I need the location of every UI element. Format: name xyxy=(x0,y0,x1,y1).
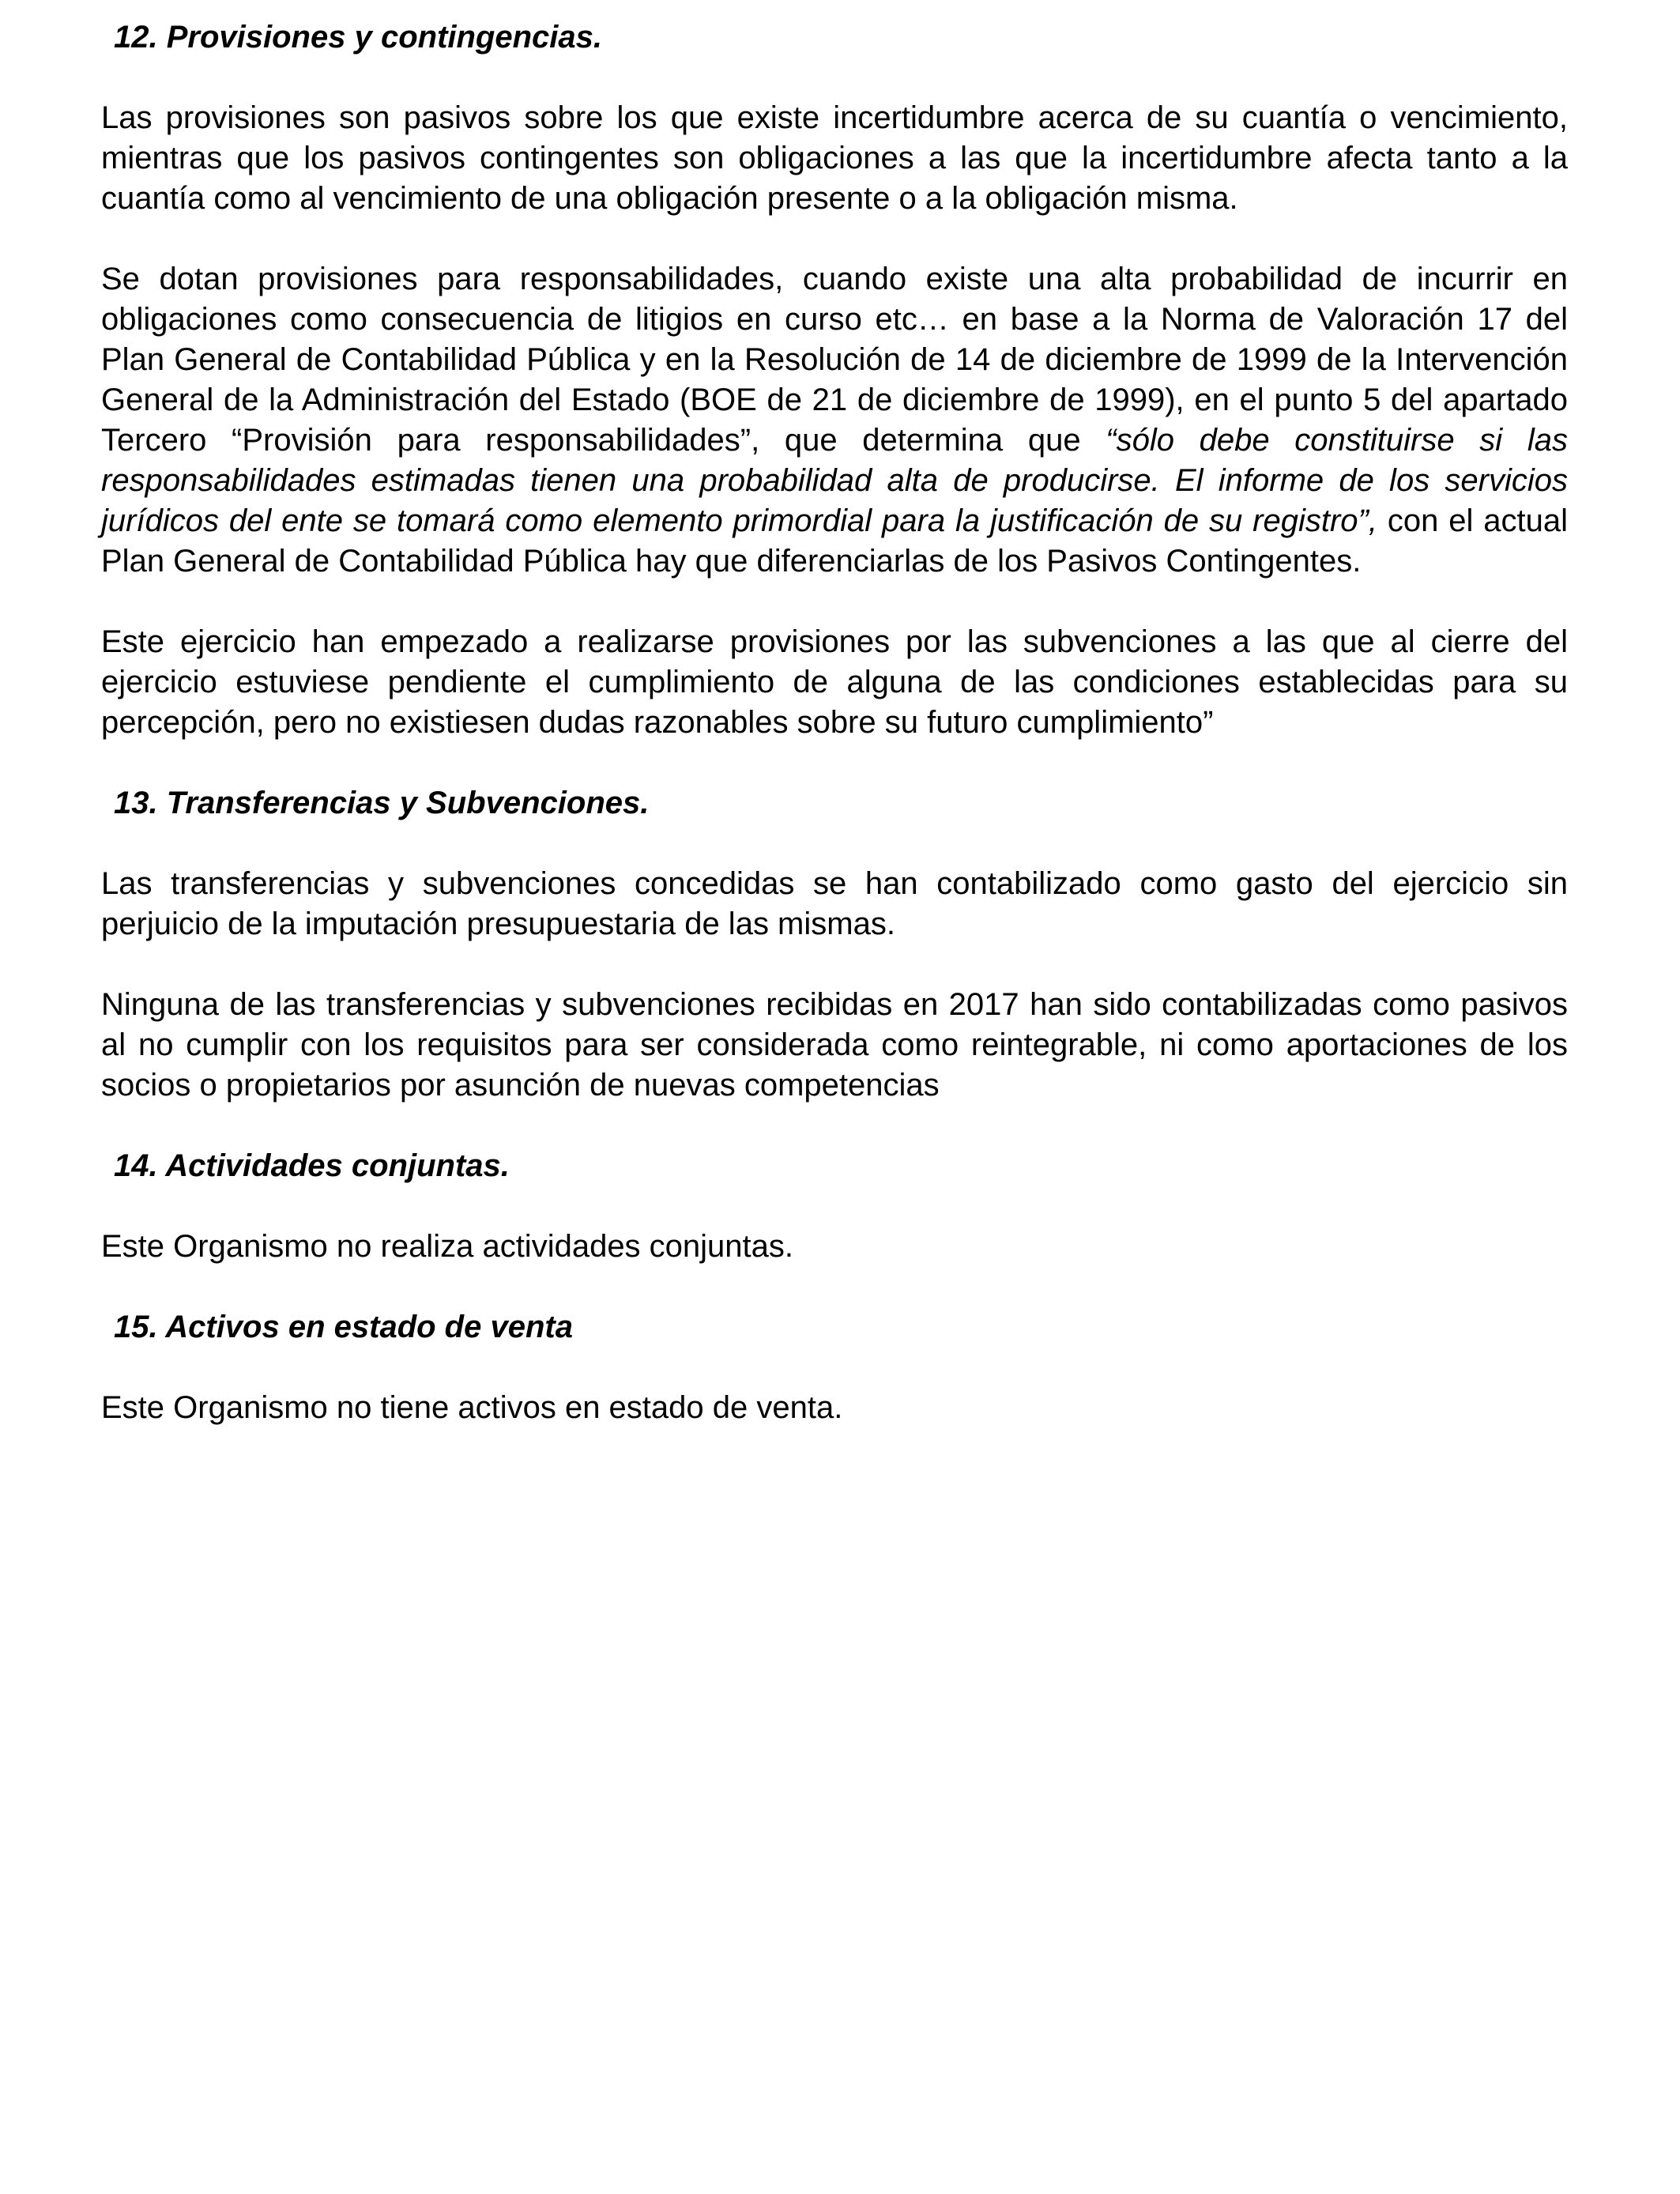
section-heading: 15. Activos en estado de venta xyxy=(114,1310,573,1344)
paragraph-text: con el actual Plan General de Contabilidad Pública hay que diferenciarlas de los Pasivos Contingentes. xyxy=(101,503,1569,579)
document-page xyxy=(101,17,1568,1468)
section-provisiones xyxy=(101,17,1568,743)
section-heading: 14. Actividades conjuntas. xyxy=(114,1148,510,1183)
section-heading: 12. Provisiones y contingencias. xyxy=(114,20,603,55)
paragraph: Este Organismo no realiza actividades conjuntas. xyxy=(101,1229,794,1264)
paragraph xyxy=(101,259,1568,582)
paragraph-text: Se dotan provisiones para responsabilidades, cuando existe una alta probabilidad de incurrir en obligaciones como consecuencia de litigios en curso etc… en base a la Norma de Valoración 17 del Plan General de Contabilidad Pública y en la Resolución de 14 de diciembre de 1999 de la Intervención General de la Administración del Estado (BOE de 21 de diciembre de 1999), en el punto 5 del apartado Tercero “Provisión para responsabilidades”, que determina que xyxy=(101,262,1568,458)
paragraph: Este Organismo no tiene activos en estado de venta. xyxy=(101,1390,843,1425)
paragraph: Ninguna de las transferencias y subvenciones recibidas en 2017 han sido contabilizadas como pasivos al no cumplir con los requisitos para ser considerada como reintegrable, ni como aportaciones de los socios o propietarios por asunción de nuevas competencias xyxy=(101,987,1568,1103)
section-transferencias xyxy=(101,783,1568,1106)
paragraph: Este ejercicio han empezado a realizarse provisiones por las subvenciones a las que al cierre del ejercicio estuviese pendiente el cumplimiento de alguna de las condiciones establecidas para su percepción, pero no existiesen dudas razonables sobre su futuro cumplimiento” xyxy=(101,624,1568,740)
section-heading: 13. Transferencias y Subvenciones. xyxy=(114,786,650,820)
paragraph: Las transferencias y subvenciones concedidas se han contabilizado como gasto del ejercicio sin perjuicio de la imputación presupuestaria de las mismas. xyxy=(101,866,1568,941)
section-actividades-conjuntas xyxy=(101,1146,1568,1267)
quoted-resolution-text: “sólo debe constituirse si las responsabilidades estimadas tienen una probabilidad alta de producirse. El informe de los servicios jurídicos del ente se tomará como elemento primordial para la justificación de su registro”, xyxy=(101,423,1568,538)
section-activos-venta xyxy=(101,1307,1568,1428)
paragraph: Las provisiones son pasivos sobre los que existe incertidumbre acerca de su cuantía o vencimiento, mientras que los pasivos contingentes son obligaciones a las que la incertidumbre afecta tanto a la cuantía como al vencimiento de una obligación presente o a la obligación misma. xyxy=(101,100,1568,216)
